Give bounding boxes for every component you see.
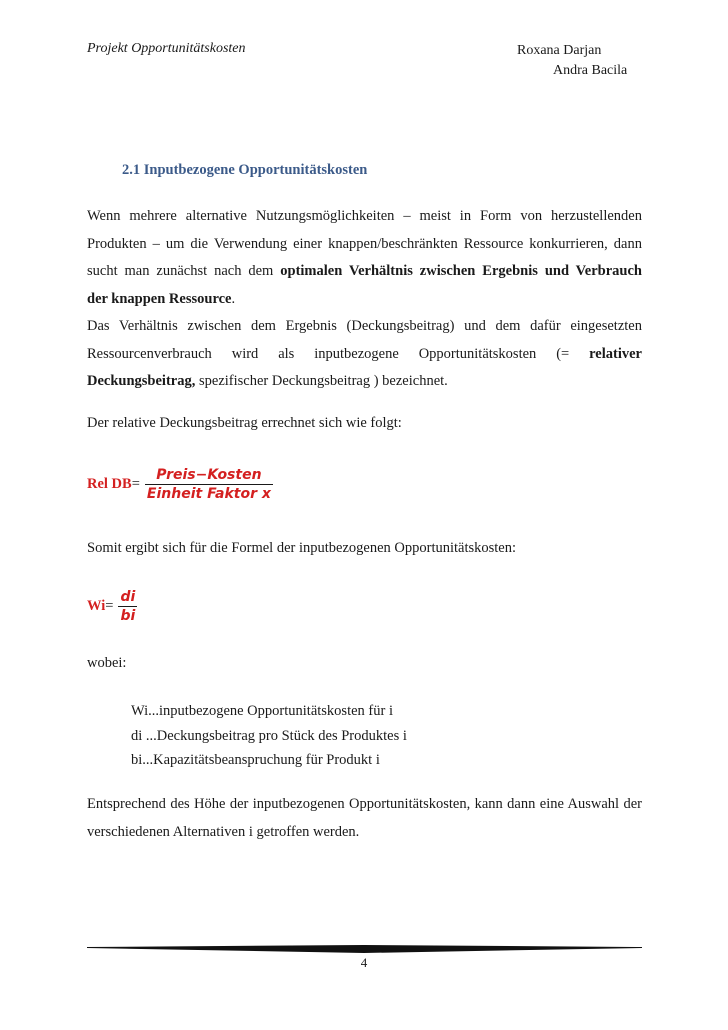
author-1: Roxana Darjan — [517, 43, 602, 58]
para1-line1: Wenn mehrere alternative Nutzungsmöglichkeiten – meist in Form von herzustellenden — [87, 208, 642, 224]
para1-line4-bold: der knappen Ressource — [87, 290, 232, 307]
para1-line4 — [87, 286, 642, 314]
definition-di: di ...Deckungsbeitrag pro Stück des Produktes i — [131, 728, 407, 744]
para2-line3-bold: Deckungsbeitrag, — [87, 373, 196, 389]
formula-wi — [87, 588, 137, 625]
para1-line3 — [87, 258, 642, 286]
para2-line2-bold: relativer — [589, 345, 642, 362]
page-number: 4 — [360, 955, 368, 970]
author-2: Andra Bacila — [553, 63, 628, 78]
conclusion-line1: Entsprechend des Höhe der inputbezogenen Opportunitätskosten, kann dann eine Auswahl der — [87, 796, 642, 812]
paragraph-intro — [87, 203, 642, 313]
section-heading: 2.1 Inputbezogene Opportunitätskosten — [122, 162, 368, 178]
formula1-equals: = — [131, 476, 140, 492]
header-authors — [517, 41, 627, 81]
formula-rel-db — [87, 466, 273, 503]
formula2-numerator: di — [120, 589, 136, 605]
paragraph-ratio — [87, 313, 642, 396]
formula1-numerator: Preis−Kosten — [156, 467, 262, 483]
paragraph-conclusion — [87, 791, 642, 846]
para2-line1: Das Verhältnis zwischen dem Ergebnis (Deckungsbeitrag) und dem dafür eingesetzten — [87, 318, 642, 334]
relative-intro-text: Der relative Deckungsbeitrag errechnet sich wie folgt: — [87, 415, 402, 431]
formula2-lhs: Wi — [87, 598, 106, 614]
para2-line3 — [87, 368, 642, 396]
footer-rule — [87, 945, 642, 953]
formula2-fraction — [118, 588, 137, 625]
wobei-text: wobei: — [87, 655, 127, 671]
formula1-lhs: Rel DB — [87, 476, 132, 492]
formula1-fraction — [145, 466, 273, 503]
formula2-denominator: bi — [120, 608, 136, 624]
definition-wi: Wi...inputbezogene Opportunitätskosten für i — [131, 703, 393, 719]
formula1-denominator: Einheit Faktor x — [146, 486, 271, 502]
para1-line2: Produkten – um die Verwendung einer knappen/beschränkten Ressource konkurrieren, dann — [87, 235, 642, 252]
para1-line3-bold: optimalen Verhältnis zwischen Ergebnis und Verbrauch — [280, 263, 642, 279]
para2-line2-text: Ressourcenverbrauch wird als inputbezogene Opportunitätskosten (= — [87, 345, 590, 362]
para1-line3-text: sucht man zunächst nach dem — [87, 263, 281, 279]
somit-text: Somit ergibt sich für die Formel der inputbezogenen Opportunitätskosten: — [87, 540, 517, 556]
para2-line3-text: spezifischer Deckungsbeitrag ) bezeichnet. — [195, 373, 448, 389]
formula2-equals: = — [105, 598, 114, 614]
para1-line4-end: . — [231, 290, 236, 307]
definition-bi: bi...Kapazitätsbeanspruchung für Produkt i — [131, 752, 380, 768]
conclusion-line2: verschiedenen Alternativen i getroffen werden. — [87, 823, 360, 840]
para2-line2 — [87, 341, 642, 369]
header-project-title: Projekt Opportunitätskosten — [87, 41, 246, 56]
